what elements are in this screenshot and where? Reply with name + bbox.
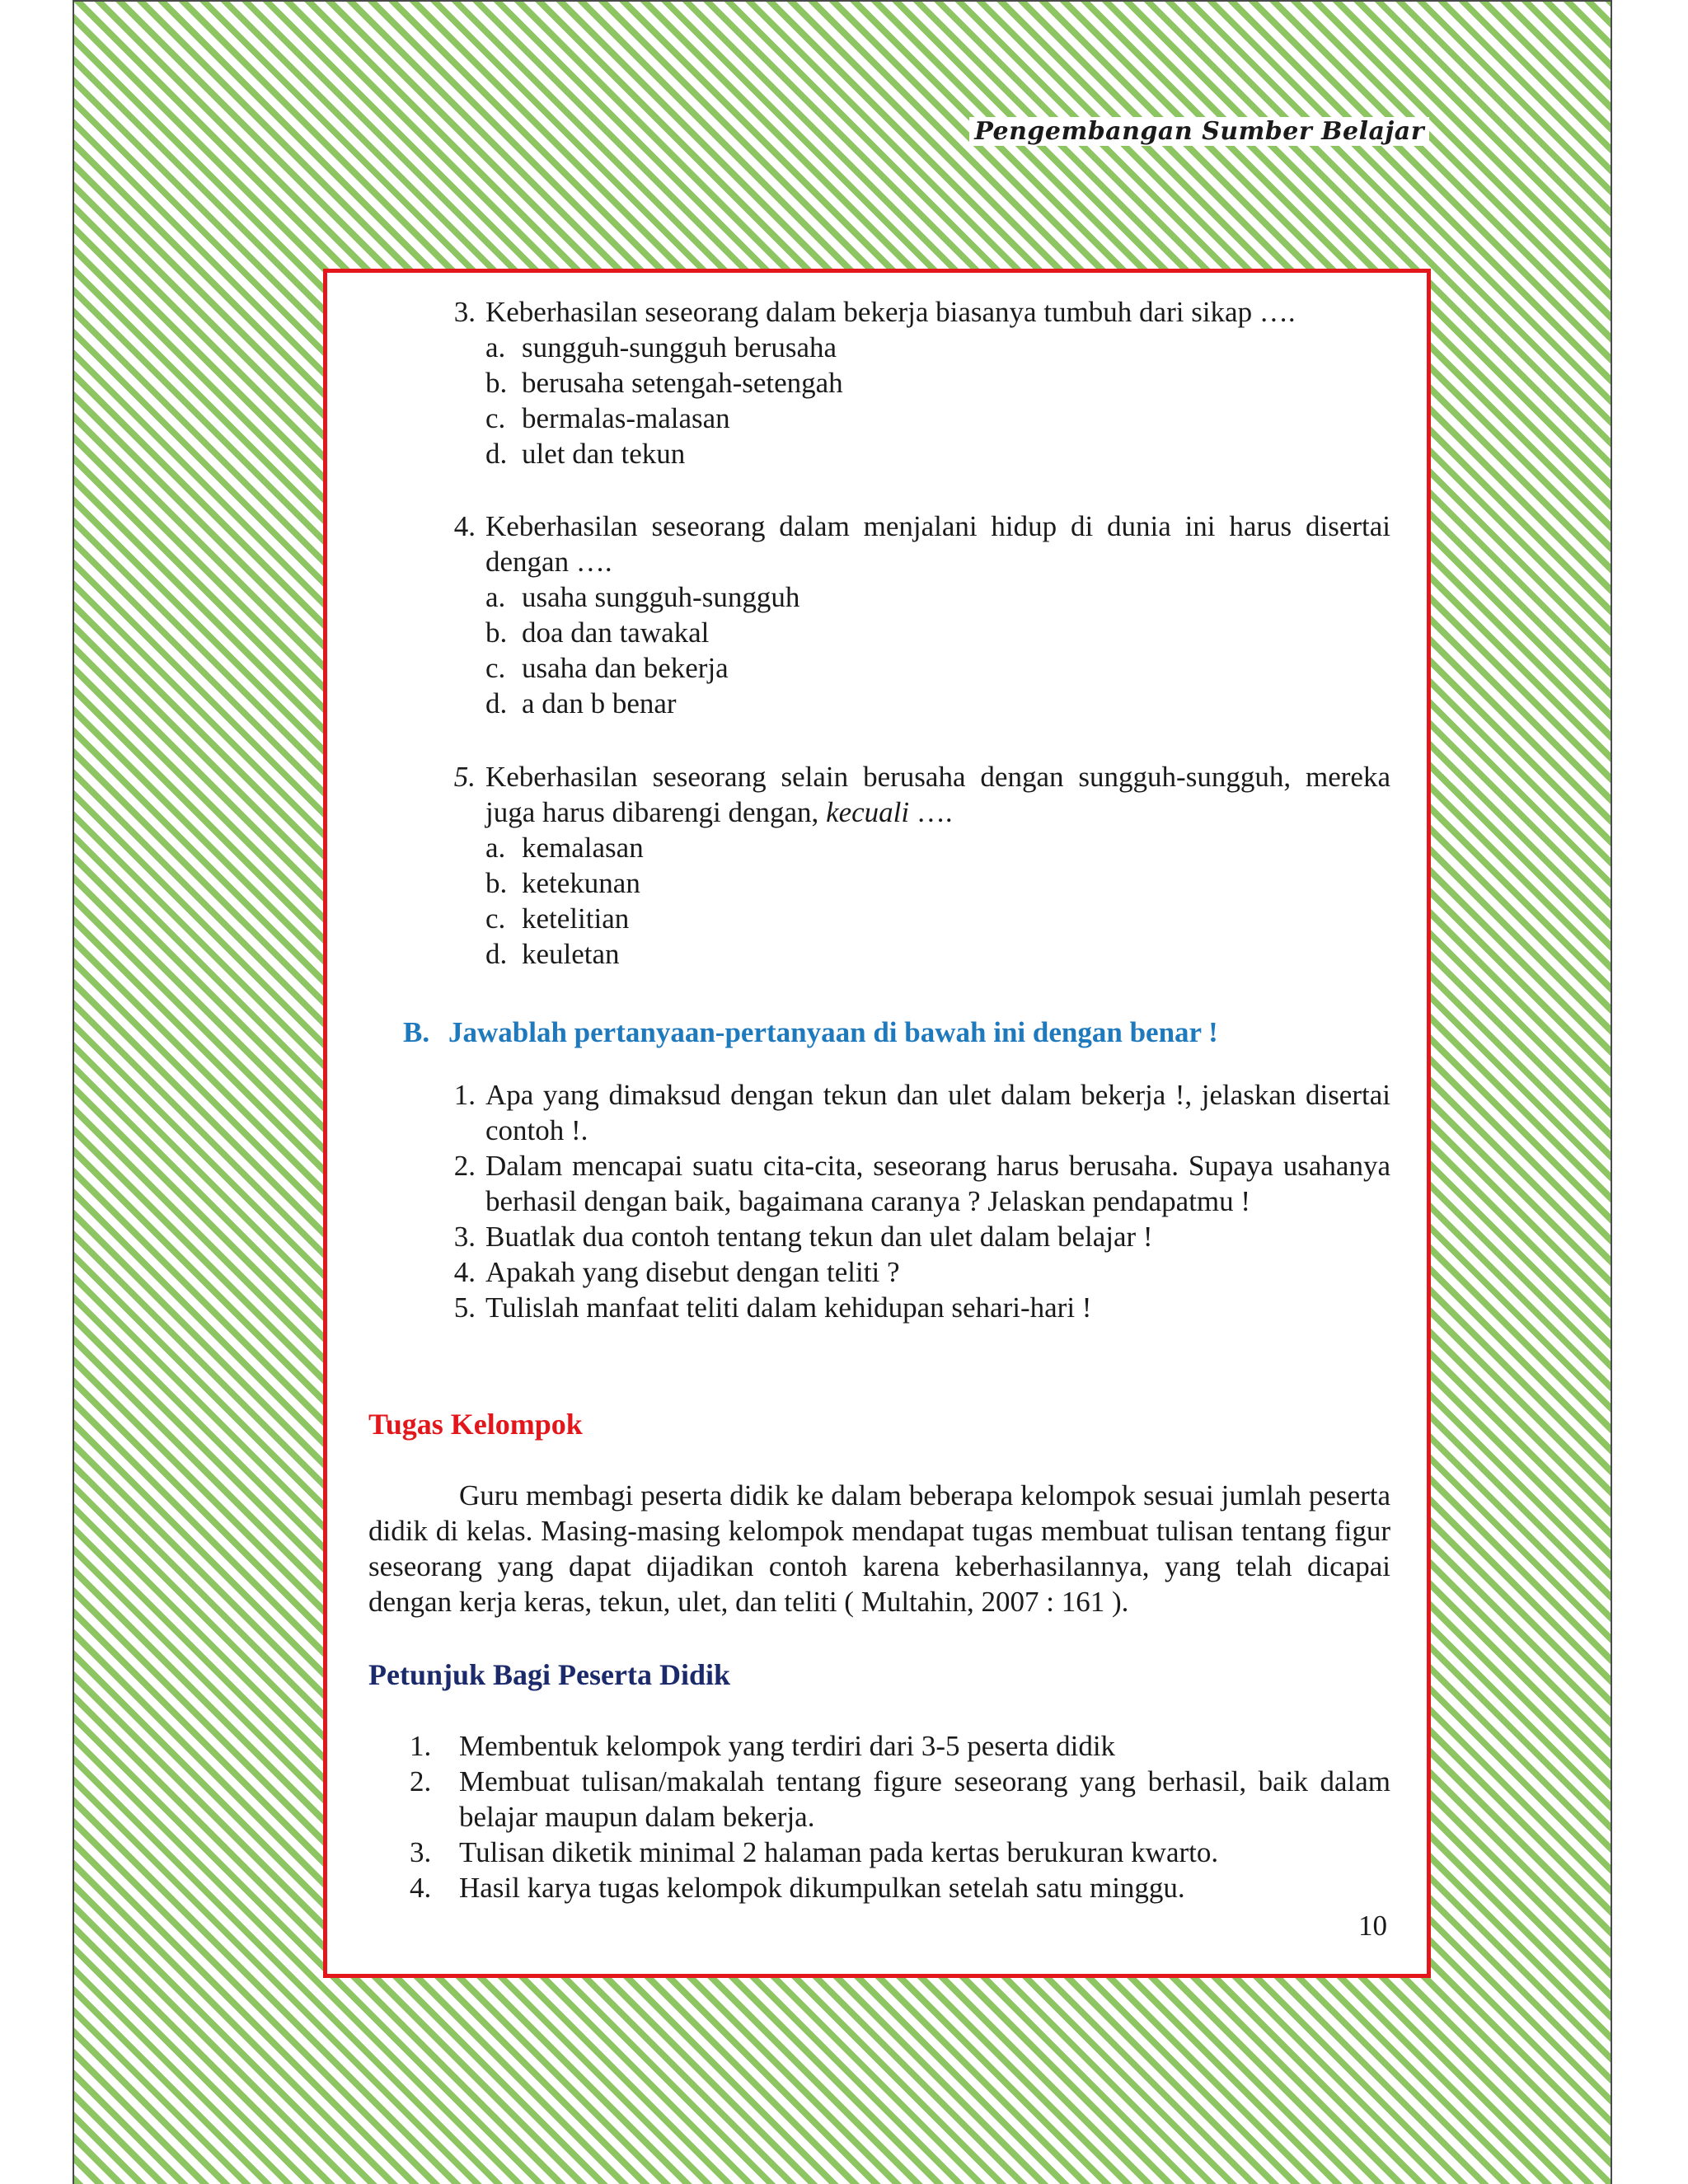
item-number: 2. bbox=[410, 1765, 432, 1797]
essay-question-list bbox=[443, 1077, 1390, 1325]
option-letter: a. bbox=[485, 581, 506, 613]
option-letter: b. bbox=[485, 867, 508, 899]
item-text: Hasil karya tugas kelompok dikumpulkan setelah satu minggu. bbox=[459, 1872, 1185, 1904]
option-text: berusaha setengah-setengah bbox=[522, 367, 843, 399]
option-text: kemalasan bbox=[522, 832, 644, 864]
item-text: Tulisan diketik minimal 2 halaman pada kertas berukuran kwarto. bbox=[459, 1836, 1219, 1868]
option-letter: a. bbox=[485, 832, 506, 864]
section-letter: B. bbox=[403, 1016, 430, 1048]
mc-question-4 bbox=[443, 509, 1390, 721]
mc-question-3 bbox=[443, 294, 1390, 471]
option-item bbox=[485, 901, 1390, 936]
question-text bbox=[485, 759, 1390, 830]
question-text-ellipsis: …. bbox=[916, 796, 953, 828]
option-text: ketekunan bbox=[522, 867, 640, 899]
item-text: Apakah yang disebut dengan teliti ? bbox=[485, 1256, 900, 1288]
list-item bbox=[443, 1254, 1390, 1290]
option-item bbox=[485, 650, 1390, 686]
option-letter: d. bbox=[485, 687, 508, 719]
option-letter: a. bbox=[485, 331, 506, 363]
question-number: 5. bbox=[453, 761, 476, 793]
tugas-paragraph: Guru membagi peserta didik ke dalam beberapa kelompok sesuai jumlah peserta didik di kelas. Masing-masing kelompok mendapat tugas membuat tulisan tentang figur seseorang yang dapat dijadikan contoh karena keberhasilannya, yang telah dicapai dengan kerja keras, tekun, ulet, dan teliti ( Multahin, 2007 : 161 ). bbox=[368, 1479, 1390, 1618]
content-frame bbox=[323, 269, 1431, 1978]
item-number: 5. bbox=[453, 1291, 476, 1324]
list-item bbox=[443, 1077, 1390, 1148]
page-number: 10 bbox=[1358, 1910, 1387, 1942]
content-body bbox=[327, 273, 1427, 1974]
item-number: 2. bbox=[453, 1150, 476, 1182]
list-item bbox=[443, 1219, 1390, 1254]
option-item bbox=[485, 615, 1390, 650]
item-text: Buatlak dua contoh tentang tekun dan ulet dalam belajar ! bbox=[485, 1221, 1153, 1253]
option-item bbox=[485, 865, 1390, 901]
option-text: usaha dan bekerja bbox=[522, 652, 729, 684]
question-text: Keberhasilan seseorang dalam bekerja biasanya tumbuh dari sikap …. bbox=[485, 296, 1296, 328]
section-b-heading bbox=[403, 1015, 1218, 1050]
options-list bbox=[485, 579, 1390, 721]
tugas-heading: Tugas Kelompok bbox=[368, 1408, 583, 1441]
list-item bbox=[443, 1290, 1390, 1325]
option-item bbox=[485, 936, 1390, 972]
question-text-main: Keberhasilan seseorang selain berusaha dengan sungguh-sungguh, mereka juga harus dibarengi dengan, bbox=[485, 761, 1390, 828]
question-number: 4. bbox=[453, 510, 476, 542]
options-list bbox=[485, 830, 1390, 972]
question-text: Keberhasilan seseorang dalam menjalani hidup di dunia ini harus disertai dengan …. bbox=[485, 510, 1390, 578]
question-number: 3. bbox=[453, 296, 476, 328]
item-text: Apa yang dimaksud dengan tekun dan ulet dalam bekerja !, jelaskan disertai contoh !. bbox=[485, 1079, 1390, 1146]
petunjuk-heading: Petunjuk Bagi Peserta Didik bbox=[368, 1658, 731, 1691]
option-item bbox=[485, 830, 1390, 865]
item-number: 4. bbox=[410, 1872, 432, 1904]
option-item bbox=[485, 579, 1390, 615]
option-text: doa dan tawakal bbox=[522, 616, 710, 649]
options-list bbox=[485, 330, 1390, 471]
list-item bbox=[410, 1835, 1390, 1870]
option-text: ulet dan tekun bbox=[522, 438, 686, 470]
section-title: Jawablah pertanyaan-pertanyaan di bawah ini dengan benar ! bbox=[448, 1016, 1218, 1048]
question-text-emphasis: kecuali bbox=[826, 796, 910, 828]
list-item bbox=[410, 1764, 1390, 1835]
mc-question-5 bbox=[443, 759, 1390, 972]
option-item bbox=[485, 401, 1390, 436]
item-text: Tulislah manfaat teliti dalam kehidupan sehari-hari ! bbox=[485, 1291, 1092, 1324]
item-text: Membuat tulisan/makalah tentang figure seseorang yang berhasil, baik dalam belajar maupun dalam bekerja. bbox=[459, 1765, 1390, 1833]
item-number: 1. bbox=[453, 1079, 476, 1111]
option-item bbox=[485, 330, 1390, 365]
option-item bbox=[485, 365, 1390, 401]
list-item bbox=[410, 1728, 1390, 1764]
option-text: bermalas-malasan bbox=[522, 402, 730, 434]
option-letter: c. bbox=[485, 652, 506, 684]
option-letter: d. bbox=[485, 438, 508, 470]
option-text: keuletan bbox=[522, 938, 620, 970]
item-number: 1. bbox=[410, 1730, 432, 1762]
option-item bbox=[485, 436, 1390, 471]
option-text: sungguh-sungguh berusaha bbox=[522, 331, 837, 363]
option-text: a dan b benar bbox=[522, 687, 677, 719]
item-text: Membentuk kelompok yang terdiri dari 3-5 peserta didik bbox=[459, 1730, 1116, 1762]
option-letter: c. bbox=[485, 402, 506, 434]
list-item bbox=[410, 1870, 1390, 1905]
option-text: ketelitian bbox=[522, 902, 630, 935]
option-letter: b. bbox=[485, 367, 508, 399]
item-text: Dalam mencapai suatu cita-cita, seseorang harus berusaha. Supaya usahanya berhasil dengan baik, bagaimana caranya ? Jelaskan pendapatmu ! bbox=[485, 1150, 1390, 1217]
option-letter: d. bbox=[485, 938, 508, 970]
option-text: usaha sungguh-sungguh bbox=[522, 581, 800, 613]
item-number: 3. bbox=[453, 1221, 476, 1253]
option-letter: b. bbox=[485, 616, 508, 649]
list-item bbox=[443, 1148, 1390, 1219]
item-number: 3. bbox=[410, 1836, 432, 1868]
header-title: Pengembangan Sumber Belajar bbox=[969, 117, 1429, 146]
option-letter: c. bbox=[485, 902, 506, 935]
option-item bbox=[485, 686, 1390, 721]
petunjuk-list bbox=[410, 1728, 1390, 1905]
item-number: 4. bbox=[453, 1256, 476, 1288]
